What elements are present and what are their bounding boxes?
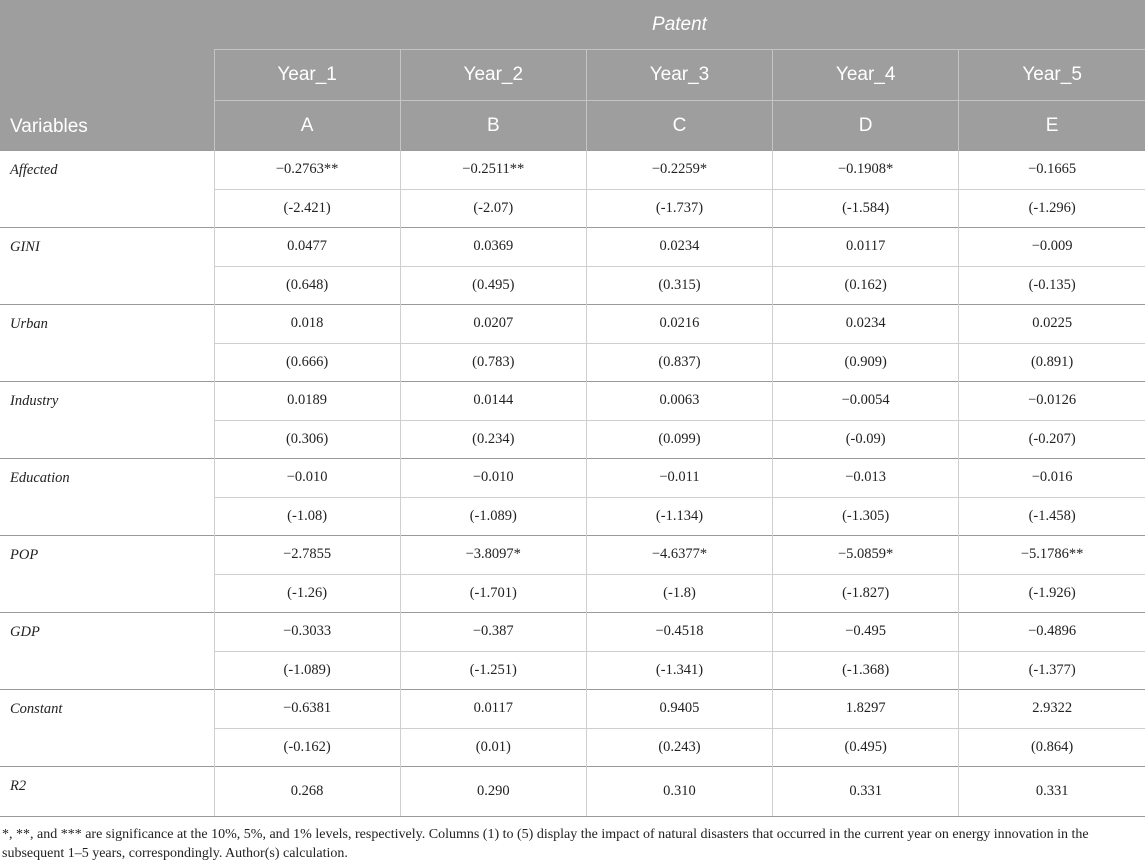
t-stat-cell: (0.648) [214, 266, 400, 305]
coefficient-row [0, 536, 1145, 575]
t-stat-cell: (0.864) [959, 728, 1145, 767]
variable-name: GINI [0, 228, 214, 305]
coefficient-cell: −0.0126 [959, 382, 1145, 421]
t-stat-cell: (0.243) [586, 728, 772, 767]
variable-name: Constant [0, 690, 214, 767]
coefficient-cell: 0.0144 [400, 382, 586, 421]
r2-row [0, 767, 1145, 817]
t-stat-cell: (-1.8) [586, 574, 772, 613]
t-stat-cell: (0.891) [959, 343, 1145, 382]
coefficient-row [0, 228, 1145, 267]
coefficient-cell: 0.0063 [586, 382, 772, 421]
coefficient-cell: 2.9322 [959, 690, 1145, 729]
coefficient-cell: −0.011 [586, 459, 772, 498]
r2-value: 0.268 [214, 767, 400, 817]
table-body [0, 151, 1145, 817]
coefficient-cell: 0.0225 [959, 305, 1145, 344]
coefficient-row [0, 690, 1145, 729]
coefficient-row [0, 382, 1145, 421]
coefficient-cell: −0.1665 [959, 151, 1145, 190]
year-header: Year_1 [214, 50, 400, 101]
patent-group-header: Patent [214, 0, 1145, 50]
t-stat-cell: (-1.458) [959, 497, 1145, 536]
t-stat-cell: (-1.926) [959, 574, 1145, 613]
coefficient-cell: −0.016 [959, 459, 1145, 498]
t-stat-cell: (0.01) [400, 728, 586, 767]
variable-name: R2 [0, 767, 214, 817]
t-stat-cell: (-1.827) [773, 574, 959, 613]
coefficient-cell: −5.0859* [773, 536, 959, 575]
coefficient-cell: 0.9405 [586, 690, 772, 729]
coefficient-cell: −0.013 [773, 459, 959, 498]
year-header: Year_4 [773, 50, 959, 101]
t-stat-cell: (-1.737) [586, 189, 772, 228]
t-stat-cell: (-1.26) [214, 574, 400, 613]
year-header: Year_5 [959, 50, 1145, 101]
coefficient-cell: −3.8097* [400, 536, 586, 575]
t-stat-cell: (0.495) [773, 728, 959, 767]
t-stat-cell: (-1.341) [586, 651, 772, 690]
t-stat-cell: (-1.08) [214, 497, 400, 536]
coefficient-cell: 0.0207 [400, 305, 586, 344]
t-stat-cell: (-1.701) [400, 574, 586, 613]
t-stat-cell: (-1.368) [773, 651, 959, 690]
t-stat-cell: (0.837) [586, 343, 772, 382]
variable-name: Affected [0, 151, 214, 228]
t-stat-cell: (-1.089) [214, 651, 400, 690]
t-stat-cell: (0.909) [773, 343, 959, 382]
coefficient-cell: 0.0369 [400, 228, 586, 267]
t-stat-cell: (0.306) [214, 420, 400, 459]
variable-name: Education [0, 459, 214, 536]
coefficient-cell: 0.018 [214, 305, 400, 344]
t-stat-cell: (-0.207) [959, 420, 1145, 459]
coefficient-row [0, 305, 1145, 344]
coefficient-cell: −4.6377* [586, 536, 772, 575]
coefficient-cell: 1.8297 [773, 690, 959, 729]
coefficient-cell: −2.7855 [214, 536, 400, 575]
coefficient-cell: 0.0477 [214, 228, 400, 267]
t-stat-cell: (0.666) [214, 343, 400, 382]
variables-header: Variables [0, 0, 214, 151]
coefficient-cell: 0.0117 [400, 690, 586, 729]
column-letter-header: E [959, 101, 1145, 151]
r2-value: 0.310 [586, 767, 772, 817]
t-stat-cell: (0.162) [773, 266, 959, 305]
t-stat-cell: (-1.251) [400, 651, 586, 690]
table-header [0, 0, 1145, 151]
t-stat-cell: (-1.305) [773, 497, 959, 536]
variable-name: GDP [0, 613, 214, 690]
r2-value: 0.331 [773, 767, 959, 817]
column-letter-header: B [400, 101, 586, 151]
coefficient-cell: −0.009 [959, 228, 1145, 267]
t-stat-cell: (-1.089) [400, 497, 586, 536]
variable-name: POP [0, 536, 214, 613]
t-stat-cell: (-0.162) [214, 728, 400, 767]
t-stat-cell: (-2.07) [400, 189, 586, 228]
t-stat-cell: (0.315) [586, 266, 772, 305]
coefficient-row [0, 151, 1145, 190]
t-stat-cell: (-2.421) [214, 189, 400, 228]
coefficient-cell: −0.2259* [586, 151, 772, 190]
variable-name: Urban [0, 305, 214, 382]
coefficient-cell: 0.0216 [586, 305, 772, 344]
coefficient-cell: 0.0117 [773, 228, 959, 267]
t-stat-cell: (-0.09) [773, 420, 959, 459]
t-stat-cell: (0.783) [400, 343, 586, 382]
t-stat-cell: (-1.377) [959, 651, 1145, 690]
column-letter-header: D [773, 101, 959, 151]
column-letter-header: A [214, 101, 400, 151]
year-header: Year_3 [586, 50, 772, 101]
coefficient-cell: 0.0234 [586, 228, 772, 267]
coefficient-row [0, 459, 1145, 498]
coefficient-cell: −0.0054 [773, 382, 959, 421]
coefficient-cell: −0.010 [400, 459, 586, 498]
t-stat-cell: (-1.584) [773, 189, 959, 228]
t-stat-cell: (0.495) [400, 266, 586, 305]
coefficient-cell: −0.495 [773, 613, 959, 652]
coefficient-cell: −5.1786** [959, 536, 1145, 575]
t-stat-cell: (0.234) [400, 420, 586, 459]
t-stat-cell: (0.099) [586, 420, 772, 459]
coefficient-cell: −0.4896 [959, 613, 1145, 652]
r2-value: 0.290 [400, 767, 586, 817]
coefficient-cell: −0.010 [214, 459, 400, 498]
year-header: Year_2 [400, 50, 586, 101]
table-footnote: *, **, and *** are significance at the 10%, 5%, and 1% levels, respectively. Columns (1) to (5) display the impact of natural disasters that occurred in the current year on energy innovation in the subsequent 1–5 years, correspondingly. Author(s) calculation. [2, 826, 1089, 861]
coefficient-row [0, 613, 1145, 652]
coefficient-cell: −0.6381 [214, 690, 400, 729]
coefficient-cell: −0.2763** [214, 151, 400, 190]
coefficient-cell: 0.0189 [214, 382, 400, 421]
coefficient-cell: −0.4518 [586, 613, 772, 652]
column-letter-header: C [586, 101, 772, 151]
coefficient-cell: −0.1908* [773, 151, 959, 190]
coefficient-cell: −0.387 [400, 613, 586, 652]
t-stat-cell: (-0.135) [959, 266, 1145, 305]
coefficient-cell: −0.3033 [214, 613, 400, 652]
variable-name: Industry [0, 382, 214, 459]
t-stat-cell: (-1.296) [959, 189, 1145, 228]
coefficient-cell: −0.2511** [400, 151, 586, 190]
coefficient-cell: 0.0234 [773, 305, 959, 344]
r2-value: 0.331 [959, 767, 1145, 817]
t-stat-cell: (-1.134) [586, 497, 772, 536]
